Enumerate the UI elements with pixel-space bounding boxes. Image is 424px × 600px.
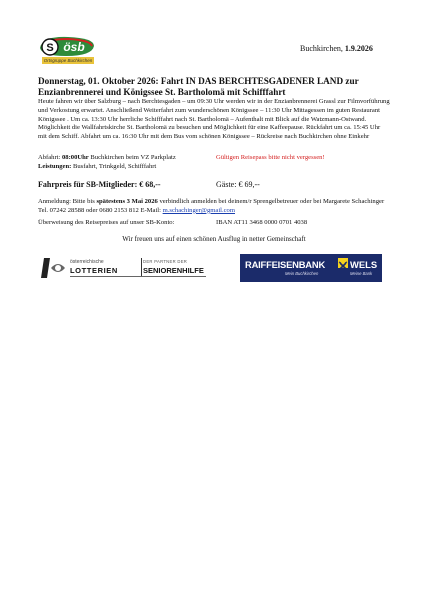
- registration-middle: verbindlich anmelden bei deinem/r Sprengelbetreuer oder bei Margarete Schachinger Tel. 07242 28588 oder 0680 2153 812 E-Mail:: [38, 198, 385, 214]
- services-label: Leistungen:: [38, 163, 72, 170]
- bank-city: WELS: [350, 259, 378, 270]
- lotterien-logo: [38, 252, 208, 286]
- departure-line: [38, 154, 176, 161]
- lotto-divider: [141, 258, 142, 276]
- bank-sub: Mein Buchkirchen: [285, 271, 319, 276]
- lotto-main-text: LOTTERIEN: [70, 266, 118, 275]
- event-heading: Donnerstag, 01. Oktober 2026: Fahrt IN DAS BERCHTESGADENER LAND zur Enzianbrennerei und Königssee St. Bartholomä mit Schifffahrt: [38, 76, 359, 97]
- bank-name: RAIFFEISENBANK: [245, 259, 326, 270]
- registration-text: [38, 198, 390, 216]
- date-text: 1.9.2026: [344, 44, 373, 53]
- lotto-partner-text: DER PARTNER DER: [143, 259, 188, 264]
- registration-prefix: Anmeldung: Bitte bis: [38, 198, 97, 205]
- services-line: [38, 163, 156, 170]
- raiffeisen-cross-icon: [338, 258, 348, 268]
- lotto-underline: [70, 276, 206, 277]
- services-value: Busfahrt, Trinkgeld, Schifffahrt: [71, 163, 157, 170]
- price-member: Fahrpreis für SB-Mitglieder: € 68,--: [38, 180, 161, 189]
- departure-time: 08:00Uhr: [62, 154, 89, 161]
- date-line: [300, 44, 373, 53]
- oesb-logo-mark-icon: [38, 34, 96, 58]
- lotto-top-text: österreichische: [70, 259, 104, 265]
- oesb-logo: [38, 34, 96, 70]
- lotterien-mark-icon: [38, 254, 68, 282]
- logo-subtitle: Ortsgruppe Buchkirchen: [43, 58, 93, 63]
- place-text: Buchkirchen,: [300, 44, 345, 53]
- passport-note: Gültigen Reisepass bitte nicht vergessen!: [216, 154, 325, 161]
- price-guest: Gäste: € 69,--: [216, 180, 260, 189]
- svg-text:ösb: ösb: [63, 40, 85, 54]
- departure-label: Abfahrt:: [38, 154, 62, 161]
- registration-deadline: spätestens 3 Mai 2026: [96, 198, 158, 205]
- departure-place: Buchkirchen beim VZ Parkplatz: [88, 154, 176, 161]
- svg-text:S: S: [46, 42, 54, 54]
- email-link[interactable]: m.schachinger@gmail.com: [162, 206, 235, 214]
- transfer-label: Überweisung des Reisepreises auf unser SB-Konto:: [38, 219, 175, 226]
- lotto-partner-main: SENIORENHILFE: [143, 266, 204, 275]
- raiffeisen-logo: [240, 254, 382, 282]
- bank-city-sub: Meine Bank: [350, 271, 373, 276]
- iban-value: IBAN AT11 3468 0000 0701 4038: [216, 219, 308, 226]
- event-description: Heute fahren wir über Salzburg – nach Berchtesgaden – um 09:30 Uhr werden wir in der Enzianbrennerei Grassl zur Filmvorführung und Verkostung erwartet. Anschließend Weiterfahrt zum wunderschönen Königssee – 11:30 Uhr Mittagessen im guten Restaurant Königssee . Um ca. 13:30 Uhr herrliche Schifffahrt nach St. Bartholomä – Aufenthalt mit Blick auf die Watzmann-Ostwand. Möglichkeit die Wallfahrtskirche St. Bartholomä zu besuchen und Möglichkeit für eine Kaffeepause. Rückfahrt um ca. 15:45 Uhr mit dem Schiff. Abfahrt um ca. 16:30 Uhr mit dem Bus vom schönen Königssee – Rückreise nach Buchkirchen ohne Einkehr: [38, 98, 390, 141]
- closing-text: Wir freuen uns auf einen schönen Ausflug in netter Gemeinschaft: [122, 235, 306, 243]
